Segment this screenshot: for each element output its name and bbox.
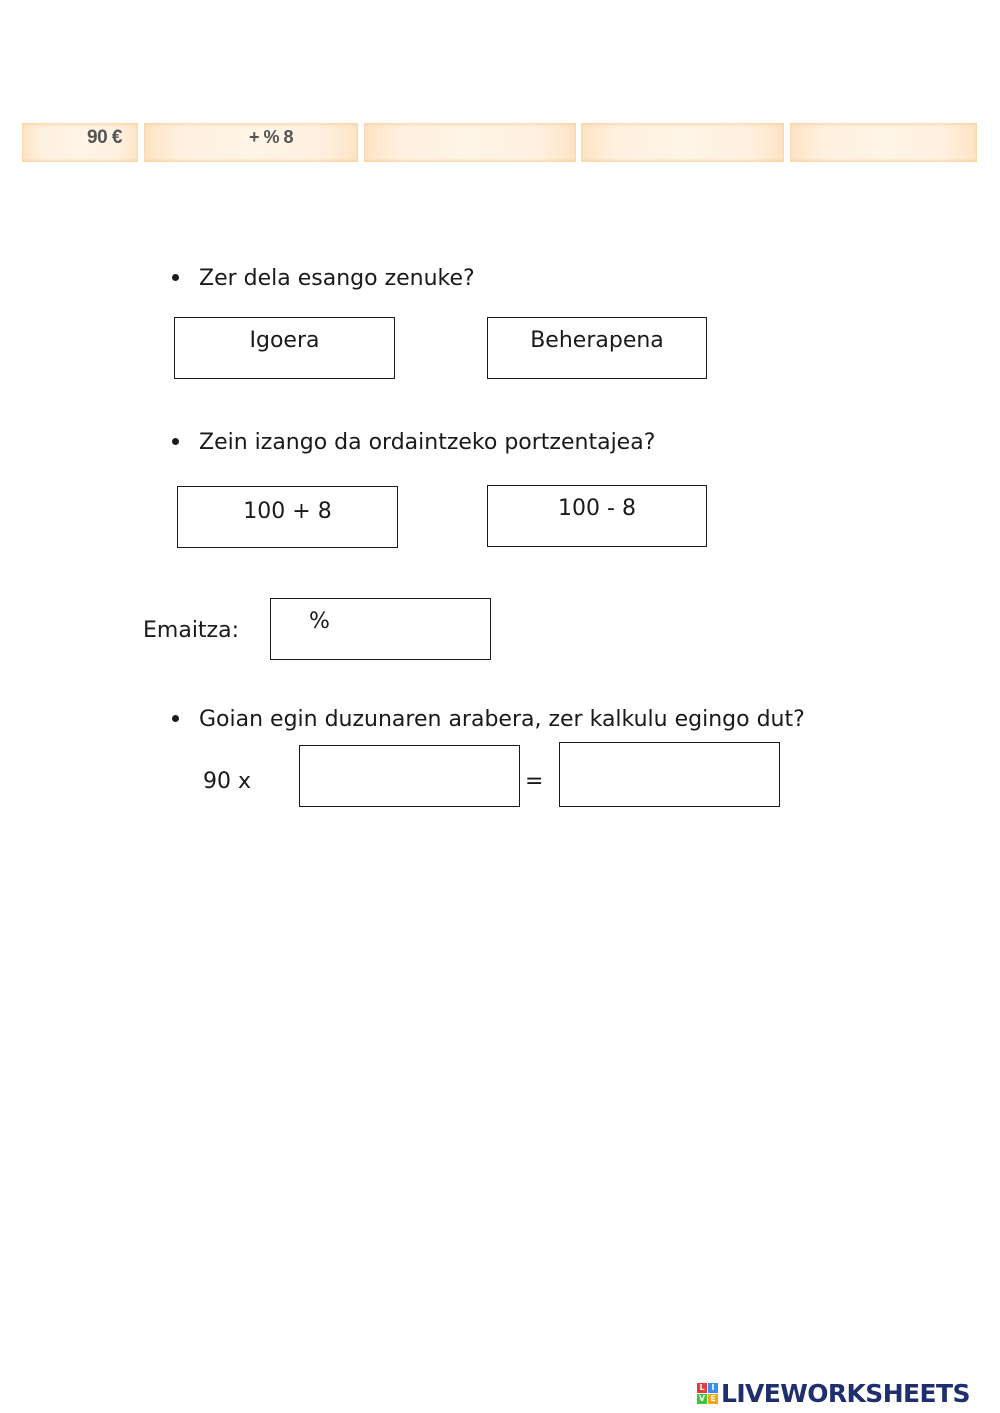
bullet-icon: [172, 274, 179, 281]
logo-icon: [697, 1383, 718, 1404]
banner-cell-change: + % 8: [144, 123, 358, 162]
logo-letter-i: I: [708, 1383, 718, 1393]
result-label: Emaitza:: [143, 618, 239, 643]
question-3-text: Goian egin duzunaren arabera, zer kalkulu egingo dut?: [199, 707, 805, 732]
option-beherapena[interactable]: Beherapena: [487, 317, 707, 379]
logo-letter-v: V: [698, 1393, 706, 1403]
banner-cell-empty-3: [790, 123, 977, 162]
logo-letter-e: E: [708, 1394, 718, 1404]
option-100-plus-8[interactable]: 100 + 8: [177, 486, 398, 548]
liveworksheets-logo: [697, 1378, 970, 1408]
question-1-text: Zer dela esango zenuke?: [199, 266, 475, 291]
question-2: [172, 430, 655, 456]
option-igoera[interactable]: Igoera: [174, 317, 395, 379]
result-input[interactable]: %: [270, 598, 491, 660]
logo-text: LIVEWORKSHEETS: [721, 1378, 970, 1408]
equals-sign: =: [525, 769, 544, 794]
result-value-input[interactable]: [559, 742, 780, 807]
banner-cell-empty-1: [364, 123, 576, 162]
bullet-icon: [172, 715, 179, 722]
multiplier-input[interactable]: [299, 745, 520, 807]
banner-cell-price: 90 €: [22, 123, 138, 162]
option-100-minus-8[interactable]: 100 - 8: [487, 485, 707, 547]
question-3: [172, 707, 805, 733]
logo-letter-l: L: [697, 1383, 707, 1393]
bullet-icon: [172, 438, 179, 445]
banner-cell-empty-2: [581, 123, 784, 162]
calc-prefix: 90 x: [203, 769, 252, 794]
question-1: [172, 266, 475, 292]
question-2-text: Zein izango da ordaintzeko portzentajea?: [199, 430, 656, 455]
